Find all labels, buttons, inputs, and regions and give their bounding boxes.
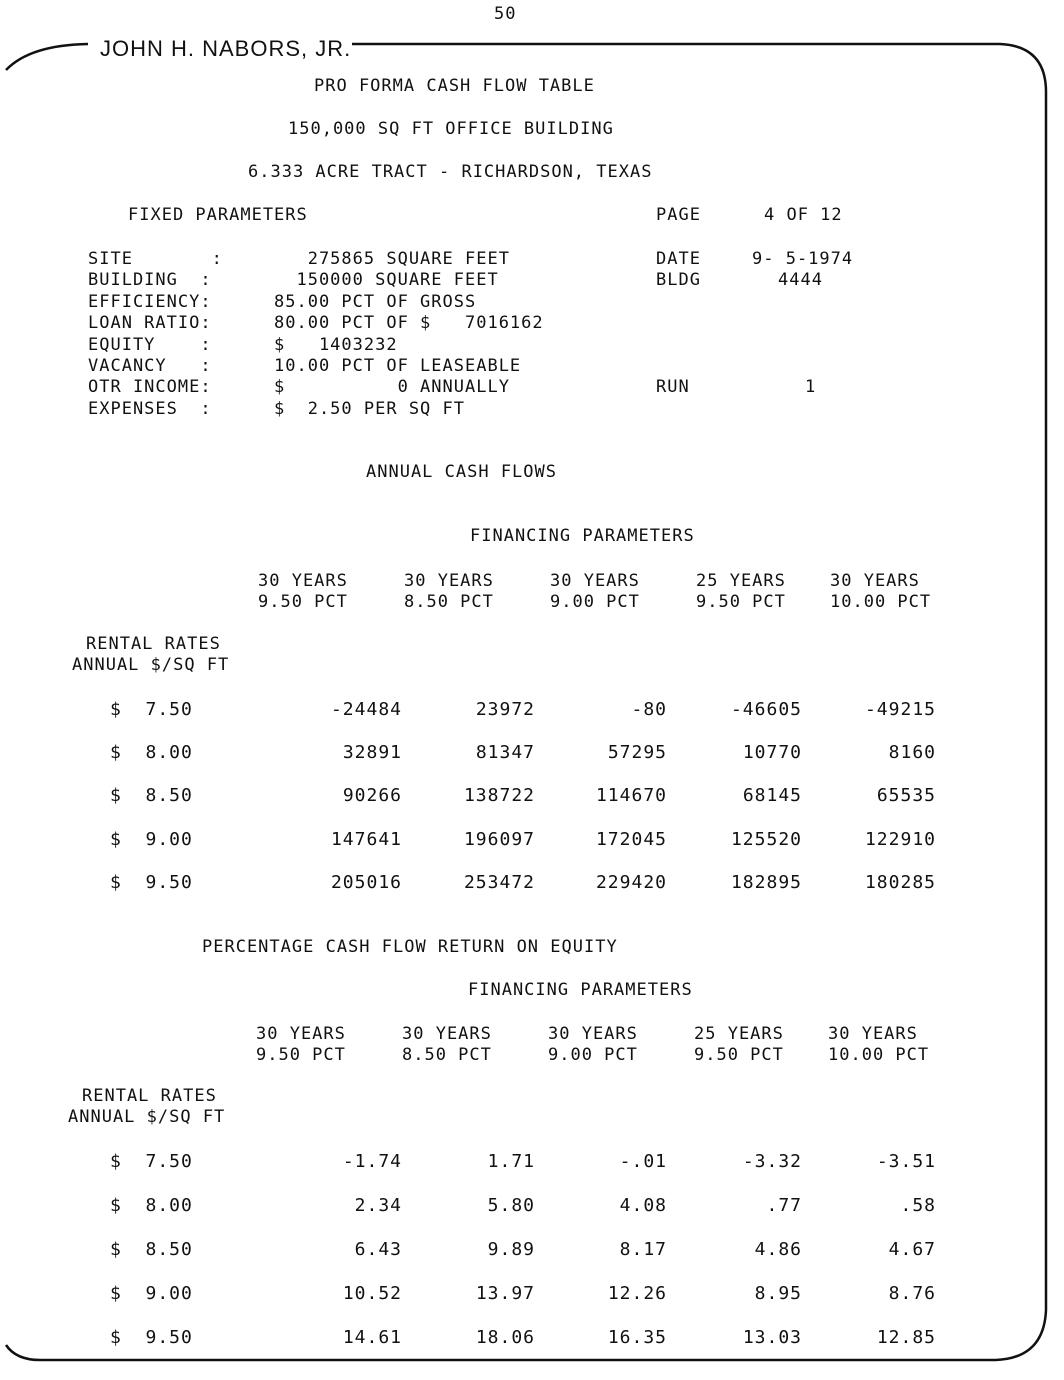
financing-parameters-title-1: FINANCING PARAMETERS xyxy=(470,526,695,546)
fixed-param-value: $ 0 ANNUALLY xyxy=(274,377,510,398)
table-cell: 182895 xyxy=(730,871,802,893)
bldg-value: 4444 xyxy=(778,270,823,290)
table-cell: 4.86 xyxy=(754,1239,802,1260)
column-rate: 9.00 PCT xyxy=(550,592,640,612)
table-cell: 10.52 xyxy=(342,1283,402,1304)
table-cell: -3.32 xyxy=(742,1151,802,1172)
rental-rate-cell: $ 8.00 xyxy=(110,742,193,764)
fixed-param-value: $ 1403232 xyxy=(274,334,398,355)
table-cell: .58 xyxy=(900,1195,936,1216)
table-cell: 14.61 xyxy=(342,1327,402,1348)
column-years: 25 YEARS xyxy=(696,571,786,591)
fixed-param-label: EXPENSES : xyxy=(88,398,212,419)
financing-parameters-title-2: FINANCING PARAMETERS xyxy=(468,980,693,1000)
table-cell: 4.08 xyxy=(619,1195,667,1216)
page-value: 4 OF 12 xyxy=(764,205,843,225)
author-name: JOHN H. NABORS, JR. xyxy=(100,36,352,61)
table-cell: 8160 xyxy=(888,742,936,764)
fixed-parameters-heading: FIXED PARAMETERS xyxy=(128,205,308,225)
table-cell: 172045 xyxy=(595,828,667,850)
column-years: 30 YEARS xyxy=(256,1024,346,1044)
table-cell: 6.43 xyxy=(354,1239,402,1260)
table-cell: 32891 xyxy=(342,742,402,764)
fixed-param-label: VACANCY : xyxy=(88,356,212,376)
table-cell: 23972 xyxy=(475,699,535,720)
table-cell: 18.06 xyxy=(475,1327,535,1348)
column-years: 30 YEARS xyxy=(550,571,640,591)
table-cell: 122910 xyxy=(864,828,936,850)
column-rate: 9.50 PCT xyxy=(256,1045,346,1065)
table-cell: -80 xyxy=(631,699,667,720)
page-number: 50 xyxy=(494,4,517,24)
column-rate: 9.50 PCT xyxy=(258,592,348,612)
column-rate: 9.00 PCT xyxy=(548,1045,638,1065)
table-cell: 205016 xyxy=(330,871,402,893)
subtitle-building: 150,000 SQ FT OFFICE BUILDING xyxy=(288,119,614,139)
rental-rate-cell: $ 7.50 xyxy=(110,699,193,720)
fixed-param-value: 80.00 PCT OF $ 7016162 xyxy=(274,313,544,334)
rental-rates-header-1: RENTAL RATES xyxy=(86,634,221,654)
table-cell: -24484 xyxy=(330,699,402,720)
column-rate: 10.00 PCT xyxy=(830,592,932,612)
column-years: 30 YEARS xyxy=(828,1024,918,1044)
column-years: 25 YEARS xyxy=(694,1024,784,1044)
rental-rates-subheader-1: ANNUAL $/SQ FT xyxy=(72,655,230,675)
run-label: RUN xyxy=(656,377,690,397)
table-cell: 4.67 xyxy=(888,1239,936,1260)
table-cell: 8.95 xyxy=(754,1283,802,1304)
fixed-param-value: 10.00 PCT OF LEASEABLE xyxy=(274,356,522,376)
rental-rates-header-2: RENTAL RATES xyxy=(82,1086,217,1106)
column-rate: 10.00 PCT xyxy=(828,1045,930,1065)
table-cell: 12.85 xyxy=(876,1327,936,1348)
table-cell: 8.76 xyxy=(888,1283,936,1304)
fixed-param-value: 85.00 PCT OF GROSS xyxy=(274,291,477,312)
rental-rate-cell: $ 8.50 xyxy=(110,1239,193,1260)
return-on-equity-title: PERCENTAGE CASH FLOW RETURN ON EQUITY xyxy=(202,937,618,957)
table-cell: 68145 xyxy=(742,785,802,807)
annual-cash-flows-title: ANNUAL CASH FLOWS xyxy=(366,462,557,482)
page-title: PRO FORMA CASH FLOW TABLE xyxy=(314,76,595,96)
column-rate: 9.50 PCT xyxy=(694,1045,784,1065)
rental-rate-cell: $ 8.50 xyxy=(110,785,193,807)
column-years: 30 YEARS xyxy=(258,571,348,591)
table-cell: 10770 xyxy=(742,742,802,764)
column-years: 30 YEARS xyxy=(830,571,920,591)
fixed-param-label: OTR INCOME: xyxy=(88,377,212,398)
table-cell: -3.51 xyxy=(876,1151,936,1172)
table-cell: 90266 xyxy=(342,785,402,807)
fixed-param-label: SITE : xyxy=(88,249,223,269)
fixed-param-value: 150000 SQUARE FEET xyxy=(274,270,499,291)
table-cell: -46605 xyxy=(730,699,802,720)
table-cell: -.01 xyxy=(619,1151,667,1172)
subtitle-tract: 6.333 ACRE TRACT - RICHARDSON, TEXAS xyxy=(248,162,653,182)
column-years: 30 YEARS xyxy=(402,1024,492,1044)
fixed-param-label: EQUITY : xyxy=(88,334,212,355)
table-cell: 9.89 xyxy=(487,1239,535,1260)
bldg-label: BLDG xyxy=(656,270,701,290)
table-cell: 81347 xyxy=(475,742,535,764)
date-label: DATE xyxy=(656,249,701,269)
column-years: 30 YEARS xyxy=(404,571,494,591)
rental-rate-cell: $ 9.50 xyxy=(110,871,193,893)
rental-rate-cell: $ 9.50 xyxy=(110,1327,193,1348)
table-cell: 2.34 xyxy=(354,1195,402,1216)
table-cell: 65535 xyxy=(876,785,936,807)
date-value: 9- 5-1974 xyxy=(752,249,854,269)
column-rate: 8.50 PCT xyxy=(402,1045,492,1065)
fixed-param-value: 275865 SQUARE FEET xyxy=(274,249,510,269)
table-cell: -49215 xyxy=(864,699,936,720)
rental-rate-cell: $ 7.50 xyxy=(110,1151,193,1172)
table-cell: 12.26 xyxy=(607,1283,667,1304)
rental-rates-subheader-2: ANNUAL $/SQ FT xyxy=(68,1107,226,1127)
column-rate: 8.50 PCT xyxy=(404,592,494,612)
run-value: 1 xyxy=(805,377,817,397)
table-cell: 229420 xyxy=(595,871,667,893)
rental-rate-cell: $ 9.00 xyxy=(110,1283,193,1304)
fixed-param-label: EFFICIENCY: xyxy=(88,291,212,312)
table-cell: -1.74 xyxy=(342,1151,402,1172)
fixed-param-label: LOAN RATIO: xyxy=(88,313,212,334)
rental-rate-cell: $ 9.00 xyxy=(110,828,193,850)
column-rate: 9.50 PCT xyxy=(696,592,786,612)
table-cell: 8.17 xyxy=(619,1239,667,1260)
table-cell: 253472 xyxy=(463,871,535,893)
rental-rate-cell: $ 8.00 xyxy=(110,1195,193,1216)
table-cell: 13.97 xyxy=(475,1283,535,1304)
table-cell: 180285 xyxy=(864,871,936,893)
page-label: PAGE xyxy=(656,205,701,225)
table-cell: 16.35 xyxy=(607,1327,667,1348)
table-cell: 13.03 xyxy=(742,1327,802,1348)
table-cell: 5.80 xyxy=(487,1195,535,1216)
fixed-param-value: $ 2.50 PER SQ FT xyxy=(274,398,465,419)
table-cell: 147641 xyxy=(330,828,402,850)
table-cell: 196097 xyxy=(463,828,535,850)
fixed-param-label: BUILDING : xyxy=(88,270,212,291)
table-cell: 114670 xyxy=(595,785,667,807)
table-cell: 1.71 xyxy=(487,1151,535,1172)
table-cell: 125520 xyxy=(730,828,802,850)
table-cell: 138722 xyxy=(463,785,535,807)
column-years: 30 YEARS xyxy=(548,1024,638,1044)
table-cell: 57295 xyxy=(607,742,667,764)
table-cell: .77 xyxy=(766,1195,802,1216)
